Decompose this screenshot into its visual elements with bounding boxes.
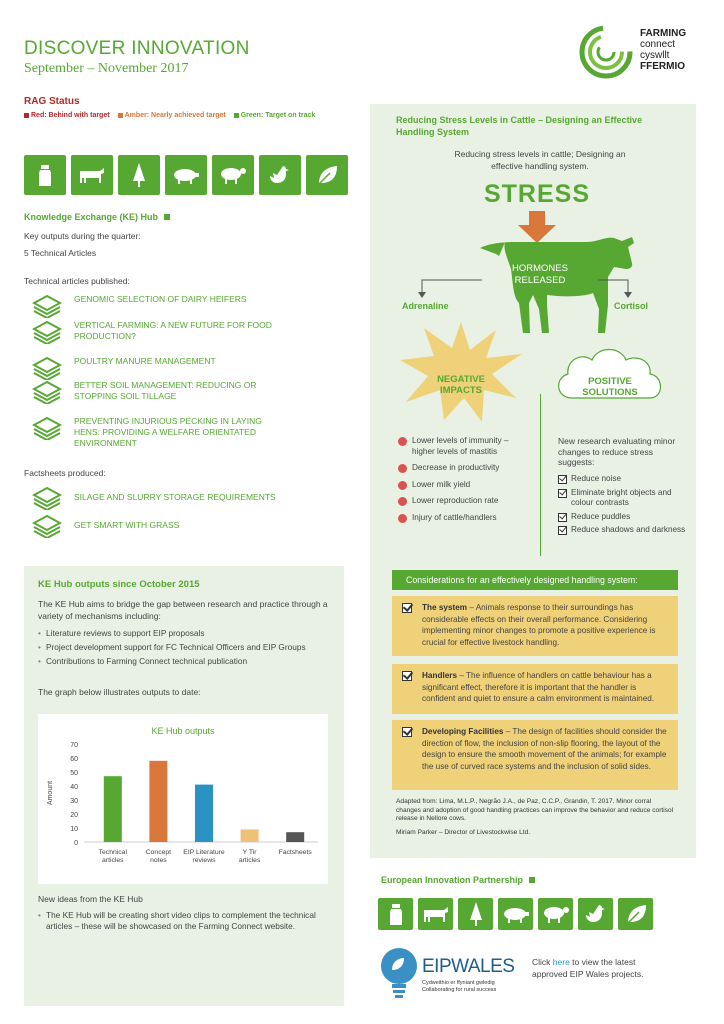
factsheet-item[interactable] [32,514,314,538]
milk-bottle-icon [24,155,66,195]
tree-icon [118,155,160,195]
key-outputs-label: Key outputs during the quarter: [24,231,141,241]
positive-item [558,525,688,536]
article-title: BETTER SOIL MANAGEMENT: REDUCING OR STOPPING SOIL TILLAGE [74,380,257,401]
bar-4 [286,832,304,842]
pig-icon [165,155,207,195]
green-square-icon [234,113,239,118]
sad-face-icon [398,437,407,446]
positive-item-text: Reduce noise [571,474,622,483]
checkbox-icon [402,671,412,681]
positive-item [558,488,688,509]
dairy-cow-icon [71,155,113,195]
article-title: PREVENTING INJURIOUS PECKING IN LAYING HENS: PROVIDING A WELFARE ORIENTATED ENVIRONMENT [74,416,262,448]
negative-impacts-list [398,436,532,529]
leaf-icon [618,898,653,930]
negative-item [398,496,532,507]
checkbox-icon [402,727,412,737]
y-tick-label: 50 [70,770,78,777]
factsheet-title: GET SMART WITH GRASS [74,520,180,530]
x-tick-label: Factsheets [278,849,312,856]
y-axis-label: Amount [47,780,54,806]
bar-1 [149,761,167,842]
sheep-icon [538,898,573,930]
negative-item-text: Decrease in productivity [412,463,500,472]
sad-face-icon [398,514,407,523]
ke-hub-title: Knowledge Exchange (KE) Hub [24,212,159,222]
layers-icon [32,380,62,404]
bullet-item: • Project development support for FC Technical Officers and EIP Groups [38,642,328,653]
y-tick-label: 0 [74,840,78,847]
eip-tagline-welsh: Cydweithio er ffyniant gwledig [422,980,495,986]
y-tick-label: 70 [70,742,78,749]
article-title: POULTRY MANURE MANAGEMENT [74,356,216,366]
layers-icon [32,486,62,510]
amber-square-icon [118,113,123,118]
bullet-item: • Literature reviews to support EIP proposals [38,628,328,639]
layers-icon [32,294,62,318]
rag-status-title: RAG Status [24,96,80,107]
swirl-logo-icon [578,24,638,80]
negative-item [398,480,532,491]
eip-heading [381,875,535,885]
bar-0 [104,776,122,842]
ke-outputs-panel [24,566,344,1006]
layers-icon [32,416,62,440]
stress-panel [370,104,696,858]
tree-icon [458,898,493,930]
consideration-head: The system [422,603,468,612]
page-subtitle: September – November 2017 [24,61,189,76]
stress-title: Reducing Stress Levels in Cattle – Designing an Effective Handling System [396,115,643,137]
eip-title: European Innovation Partnership [381,875,524,885]
consideration-body: – Animals response to their surroundings has considerable effects on their overall performance. Considering implementing minor changes to promote a positive experience is crucial for effective livestock handling. [422,603,656,647]
consideration-body: – The design of facilities should consider the direction of flow, the inclusion of non-slip flooring, the layout of the design to ensure the smooth movement of the animals; for example the use of curved race systems and the inclusion of solid sides. [422,727,667,771]
graph-intro: The graph below illustrates outputs to date: [38,687,201,697]
positive-item [558,474,688,485]
eip-tagline-english: Collaborating for rural success [422,987,497,993]
logo-text-cyswllt: cyswllt [640,50,670,61]
bar-2 [195,785,213,842]
factsheets-label: Factsheets produced: [24,468,106,478]
layers-icon [32,356,62,380]
green-square-icon [529,877,535,883]
eip-click-text [532,956,660,980]
sad-face-icon [398,497,407,506]
x-tick-label: Technical articles [98,849,127,864]
consideration-head: Handlers [422,671,458,680]
checkbox-icon [558,526,567,535]
y-tick-label: 20 [70,812,78,819]
layers-icon [32,320,62,344]
considerations-header: Considerations for an effectively designed handling system: [392,570,678,590]
sheep-icon [212,155,254,195]
bar-chart [38,714,328,884]
cortisol-label: Cortisol [614,301,649,311]
red-square-icon [24,113,29,118]
eip-wales-logo [378,946,528,1002]
click-suffix: to view the latest approved EIP Wales projects. [532,957,644,979]
consideration-head: Developing Facilities [422,727,504,736]
rag-green-label: Green: Target on track [240,112,316,119]
consideration-box [392,720,678,790]
stress-lead: Reducing stress levels in cattle; Designing an effective handling system. [454,149,626,171]
x-tick-label: Concept notes [145,849,172,864]
articles-label: Technical articles published: [24,276,130,286]
ke-outputs-intro: The KE Hub aims to bridge the gap between research and practice through a variety of mechanisms including: [38,599,328,621]
checkbox-icon [558,513,567,522]
positive-item-text: Reduce shadows and darkness [571,525,686,534]
page-title: DISCOVER INNOVATION [24,38,250,59]
starburst-icon [398,320,524,424]
stress-big-word: STRESS [483,180,591,208]
article-item[interactable] [32,356,274,380]
consideration-box [392,596,678,656]
farming-connect-logo [578,24,708,80]
lightbulb-icon [378,946,420,1000]
article-item[interactable] [32,380,274,404]
ke-outputs-bullets [38,628,328,670]
layers-icon [32,514,62,538]
negative-item [398,463,532,474]
article-title: GENOMIC SELECTION OF DAIRY HEIFERS [74,294,247,304]
rag-legend [24,112,315,119]
chicken-icon [259,155,301,195]
milk-bottle-icon [378,898,413,930]
y-tick-label: 60 [70,756,78,763]
rag-amber-label: Amber: Nearly achieved target [124,112,226,119]
y-tick-label: 30 [70,798,78,805]
logo-text-connect: connect [640,39,676,50]
ke-outputs-title: KE Hub outputs since October 2015 [38,579,200,590]
factsheet-item[interactable] [32,486,314,510]
leaf-icon [306,155,348,195]
eip-icon-row [378,898,653,930]
article-item[interactable] [32,416,274,449]
rag-red-label: Red: Behind with target [31,112,110,119]
sad-face-icon [398,464,407,473]
consideration-box [392,664,678,714]
new-ideas-title: New ideas from the KE Hub [38,894,143,904]
bullet-item: • Contributions to Farming Connect technical publication [38,656,328,667]
x-tick-label: Y Tir articles [238,849,261,864]
positive-solutions-label: POSITIVE SOLUTIONS [582,376,638,398]
sector-icon-row [24,155,348,195]
positive-item [558,512,688,523]
logo-text-ffermio: FFERMIO [640,61,685,72]
positive-item-text: Eliminate bright objects and colour contrasts [571,487,672,507]
article-title: VERTICAL FARMING: A NEW FUTURE FOR FOOD PRODUCTION? [74,320,272,341]
article-item[interactable] [32,294,274,318]
bullet-item: • The KE Hub will be creating short video clips to complement the technical articles – these will be showcased on the Farming Connect website. [38,910,328,932]
new-ideas-bullets [38,910,328,935]
considerations-author: Miriam Parker – Director of Livestockwise Ltd. [396,829,531,836]
eip-projects-link[interactable]: here [552,957,570,967]
ke-hub-heading [24,212,170,222]
logo-text-farming: FARMING [640,28,687,39]
consideration-body: – The influence of handlers on cattle behaviour has a significant effect, therefore it is important that the handler is confident and quiet to ensure a calm environment is maintained. [422,671,655,703]
adrenaline-label: Adrenaline [402,301,449,311]
hormones-label: HORMONES RELEASED [512,263,568,286]
pig-icon [498,898,533,930]
negative-item [398,513,532,524]
negative-item-text: Lower milk yield [412,479,471,489]
green-square-icon [164,214,170,220]
branch-lines [370,264,696,304]
checkbox-icon [558,489,567,498]
positive-intro: New research evaluating minor changes to reduce stress suggests: [558,436,676,467]
eip-logo-tagline [422,980,496,994]
checkbox-icon [558,475,567,484]
y-tick-label: 10 [70,826,78,833]
negative-item-text: Lower levels of immunity – higher levels of mastitis [412,436,509,456]
bar-3 [241,829,259,842]
y-tick-label: 40 [70,784,78,791]
negative-impacts-label: NEGATIVE IMPACTS [437,374,485,396]
x-tick-label: EIP Literature reviews [183,849,225,864]
considerations-source: Adapted from: Lima, M.L.P., Negrão J.A., de Paz, C.C.P., Grandin, T. 2017. Minor corral changes and adoption of good handling practices can improve the behavior and reduce cortisol release in Nellore cows. [396,798,674,822]
eip-logo-text: EIPWALES [422,956,515,977]
positive-solutions-list [558,474,688,539]
positive-item-text: Reduce puddles [571,511,631,521]
chart-title: KE Hub outputs [151,726,215,736]
negative-item [398,436,532,457]
click-prefix: Click [532,957,553,967]
sad-face-icon [398,481,407,490]
checkbox-icon [402,603,412,613]
key-outputs-value: 5 Technical Articles [24,248,97,258]
vertical-divider [540,394,541,556]
factsheet-title: SILAGE AND SLURRY STORAGE REQUIREMENTS [74,492,276,502]
negative-item-text: Injury of cattle/handlers [412,512,497,522]
ke-hub-outputs-chart [38,714,328,884]
negative-item-text: Lower reproduction rate [412,496,499,505]
chicken-icon [578,898,613,930]
article-item[interactable] [32,320,274,344]
dairy-cow-icon [418,898,453,930]
